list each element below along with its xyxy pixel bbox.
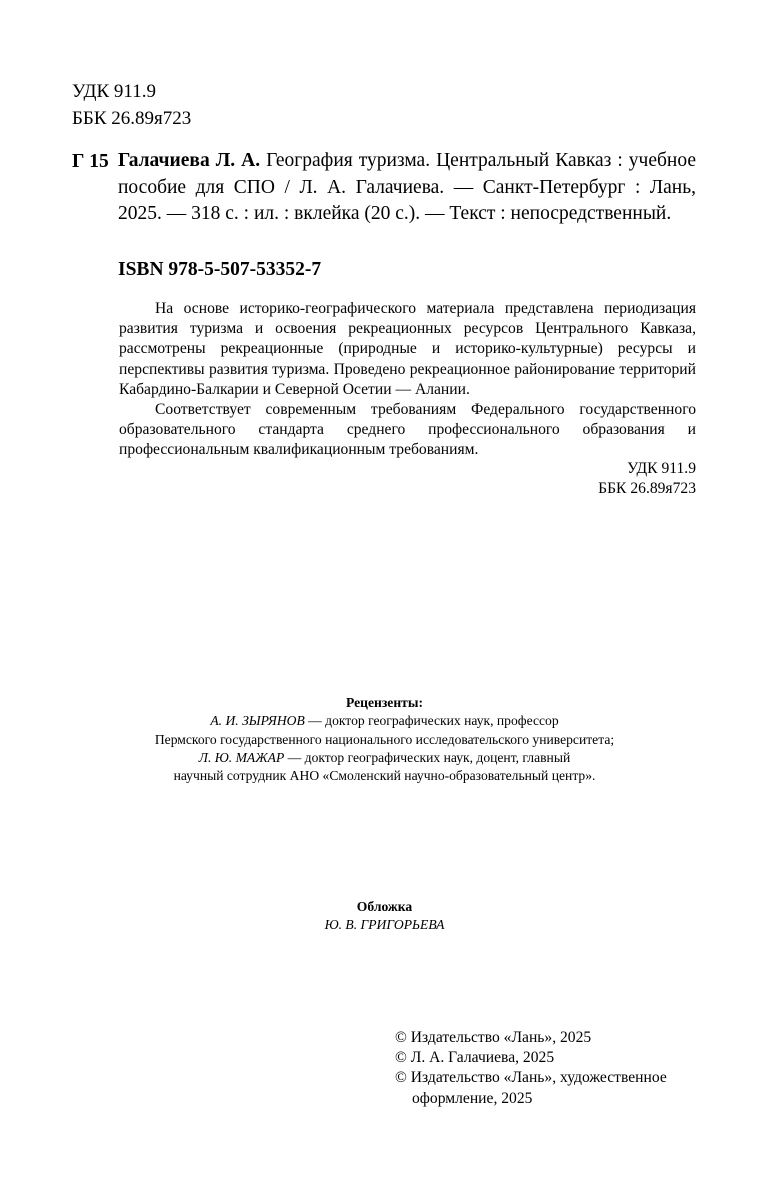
author-name: Галачиева Л. А. [118, 150, 261, 171]
annotation-paragraph: На основе историко-географического материала представлена периодизация развития туризма и освоения рекреационных ресурсов Центрального Кавказа, рассмотрены рекреационные (природные и историко-культурные) ресурсы и перспективы развития туризма. Проведено рекреационное районирование территорий Кабардино-Балкарии и Северной Осетии — Алании. [119, 300, 696, 398]
bibliographic-description [118, 148, 696, 228]
classification-block [72, 78, 191, 132]
annotation-udk: УДК 911.9 [627, 460, 696, 477]
reviewers-block [0, 694, 769, 785]
reviewer-2-name: Л. Ю. МАЖАР [198, 749, 285, 765]
annotation-paragraph: Соответствует современным требованиям Федерального государственного образовательного стандарта среднего профессионального образования и профессиональным квалификационным требованиям. [119, 401, 696, 459]
reviewer-1-title: — доктор географических наук, профессор [304, 713, 559, 729]
reviewer-2-title: — доктор географических наук, доцент, главный [284, 749, 571, 765]
copyright-line: оформление, 2025 [412, 1089, 533, 1107]
annotation [119, 299, 696, 461]
cover-heading: Обложка [356, 899, 413, 914]
cover-credit [0, 898, 769, 935]
reviewers-heading: Рецензенты: [345, 695, 423, 710]
reviewer-2-affiliation: научный сотрудник АНО «Смоленский научно-образовательный центр». [173, 768, 596, 784]
reviewer-2 [0, 749, 769, 767]
annotation-bbk: ББК 26.89я723 [598, 480, 696, 498]
isbn: ISBN 978-5-507-53352-7 [118, 259, 322, 280]
annotation-classification [480, 459, 696, 499]
copyright-block [395, 1028, 715, 1109]
copyright-line: © Издательство «Лань», 2025 [395, 1029, 592, 1046]
author-mark: Г 15 [72, 151, 109, 172]
udk-code: УДК 911.9 [72, 81, 156, 102]
copyright-line: © Издательство «Лань», художественное [395, 1069, 667, 1087]
bbk-code: ББК 26.89я723 [72, 108, 192, 129]
reviewer-1 [0, 712, 769, 730]
copyright-line: © Л. А. Галачиева, 2025 [395, 1049, 555, 1067]
reviewer-1-name: А. И. ЗЫРЯНОВ [210, 713, 305, 729]
reviewer-1-affiliation: Пермского государственного национального исследовательского университета; [154, 731, 615, 747]
title-description: География туризма. Центральный Кавказ : учебное пособие для СПО / Л. А. Галачиева. — Санкт-Петербург : Лань, 2025. — 318 с. : ил. : вклейка (20 с.). — Текст : непосредственный. [118, 150, 696, 224]
cover-designer: Ю. В. ГРИГОРЬЕВА [324, 917, 445, 933]
